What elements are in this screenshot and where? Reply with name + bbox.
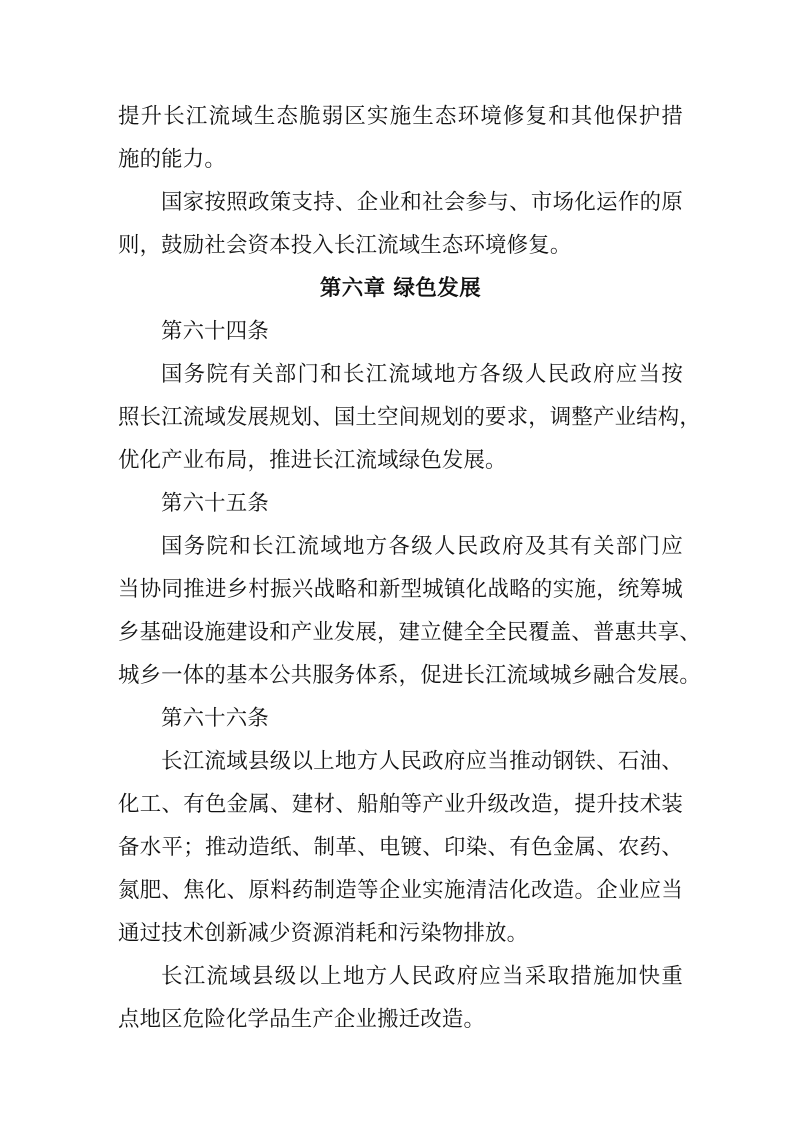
- article-number: 第六十四条: [161, 319, 269, 344]
- paragraph-line: 通过技术创新减少资源消耗和污染物排放。: [118, 921, 529, 946]
- paragraph-line: 乡基础设施建设和产业发展，建立健全全民覆盖、普惠共享、: [118, 620, 701, 645]
- paragraph-line: 备水平；推动造纸、制革、电镀、印染、有色金属、农药、: [118, 835, 683, 860]
- paragraph-line: 化工、有色金属、建材、船舶等产业升级改造，提升技术装: [118, 792, 683, 817]
- paragraph-line: 当协同推进乡村振兴战略和新型城镇化战略的实施，统筹城: [118, 577, 683, 602]
- paragraph-line: 国家按照政策支持、企业和社会参与、市场化运作的原: [161, 190, 683, 215]
- paragraph-line: 施的能力。: [118, 147, 226, 172]
- document-page: [118, 95, 701, 1041]
- article-number: 第六十六条: [161, 706, 269, 731]
- paragraph-line: 国务院和长江流域地方各级人民政府及其有关部门应: [161, 534, 683, 559]
- paragraph-line: 长江流域县级以上地方人民政府应当推动钢铁、石油、: [161, 749, 683, 774]
- article-number: 第六十五条: [161, 491, 269, 516]
- paragraph-line: 城乡一体的基本公共服务体系，促进长江流域城乡融合发展。: [118, 663, 701, 688]
- chapter-heading: 第六章 绿色发展: [319, 276, 482, 301]
- paragraph-line: 氮肥、焦化、原料药制造等企业实施清洁化改造。企业应当: [118, 878, 683, 903]
- paragraph-line: 点地区危险化学品生产企业搬迁改造。: [118, 1007, 486, 1032]
- paragraph-line: 则，鼓励社会资本投入长江流域生态环境修复。: [118, 233, 572, 258]
- paragraph-line: 提升长江流域生态脆弱区实施生态环境修复和其他保护措: [118, 104, 683, 129]
- paragraph-line: 长江流域县级以上地方人民政府应当采取措施加快重: [161, 964, 683, 989]
- paragraph-line: 照长江流域发展规划、国土空间规划的要求，调整产业结构，: [118, 405, 701, 430]
- paragraph-line: 国务院有关部门和长江流域地方各级人民政府应当按: [161, 362, 683, 387]
- paragraph-line: 优化产业布局，推进长江流域绿色发展。: [118, 448, 507, 473]
